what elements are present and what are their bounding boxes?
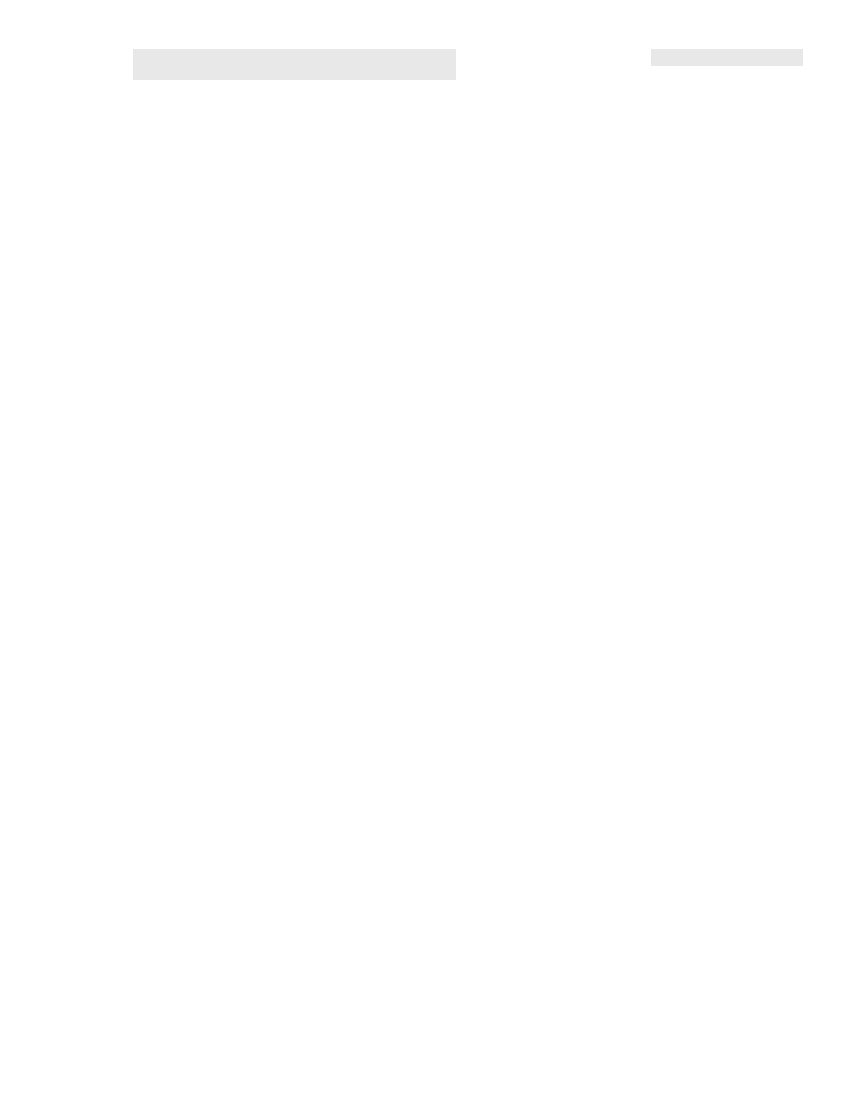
court-header: [0, 14, 849, 32]
debtor-name-field[interactable]: [133, 49, 456, 80]
case-no-field[interactable]: [651, 49, 803, 66]
aggregate-total-label: [97, 663, 103, 673]
